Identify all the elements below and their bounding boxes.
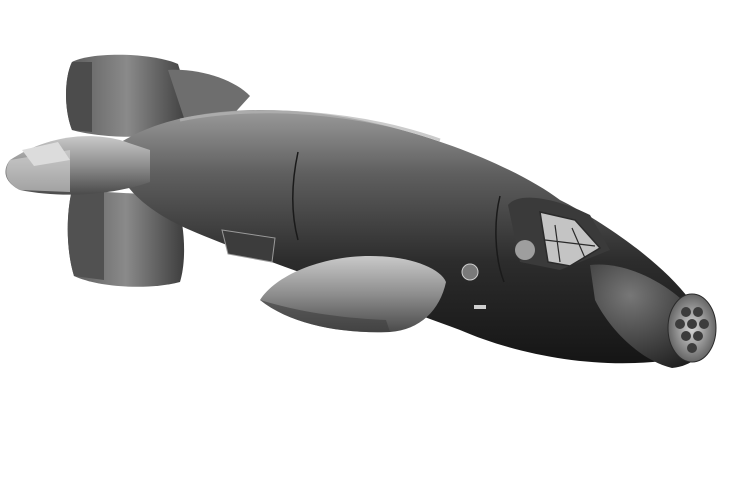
vent-fitting (474, 305, 486, 309)
access-cover (462, 264, 478, 280)
horizontal-stabilizer (5, 136, 150, 195)
